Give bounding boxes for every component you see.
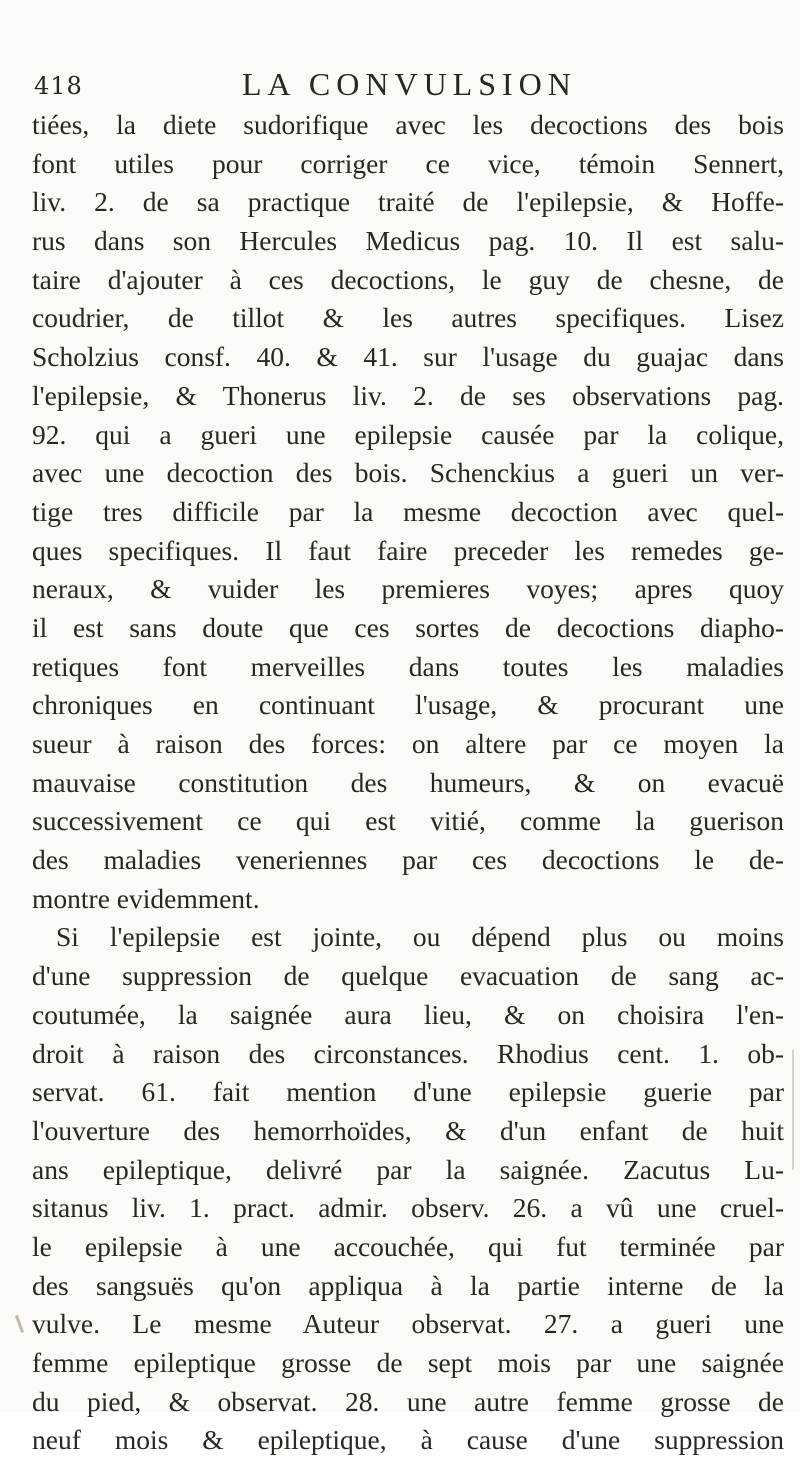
text-line: liv. 2. de sa practique traité de l'epilepsie, & Hoffe- (32, 186, 784, 218)
text-line: du pied, & observat. 28. une autre femme grosse de (32, 1385, 784, 1417)
text-line: vulve. Le mesme Auteur observat. 27. a gueri une (32, 1308, 784, 1340)
text-line: taire d'ajouter à ces decoctions, le guy de chesne, de (32, 263, 784, 295)
text-line: ques specifiques. Il faut faire preceder les remedes ge- (32, 534, 784, 566)
page-number: 418 (34, 72, 83, 100)
text-line: ans epileptique, delivré par la saignée. Zacutus Lu- (32, 1153, 784, 1185)
text-line: tiées, la diete sudorifique avec les decoctions des bois (32, 109, 784, 140)
page-header (32, 64, 752, 104)
text-line: coudrier, de tillot & les autres specifiques. Lisez (32, 302, 784, 334)
text-line: sueur à raison des forces: on altere par ce moyen la (32, 728, 784, 759)
text-line: femme epileptique grosse de sept mois par une saignée (32, 1347, 784, 1378)
text-line: Si l'epilepsie est jointe, ou dépend plus ou moins (56, 921, 784, 953)
text-line: chroniques en continuant l'usage, & procurant une (32, 689, 784, 721)
page-edge-shadow (792, 1050, 794, 1170)
text-line: l'ouverture des hemorrhoïdes, & d'un enfant de huit (32, 1114, 784, 1146)
text-line: sitanus liv. 1. pract. admir. observ. 26. a vû une cruel- (32, 1192, 784, 1224)
text-line: droit à raison des circonstances. Rhodius cent. 1. ob- (32, 1037, 784, 1069)
text-line: font utiles pour corriger ce vice, témoin Sennert, (32, 147, 784, 179)
text-line: le epilepsie à une accouchée, qui fut terminée par (32, 1230, 784, 1262)
text-line: retiques font merveilles dans toutes les maladies (32, 650, 784, 682)
text-line: Scholzius consf. 40. & 41. sur l'usage du guajac dans (32, 341, 784, 373)
text-line: il est sans doute que ces sortes de decoctions diapho- (32, 611, 784, 643)
body-text (32, 106, 792, 1460)
text-line: avec une decoction des bois. Schenckius a gueri un ver- (32, 457, 784, 489)
text-line: neuf mois & epileptique, à cause d'une suppression (32, 1424, 784, 1456)
page-corner-mark (15, 1315, 24, 1333)
text-line: l'epilepsie, & Thonerus liv. 2. de ses observations pag. (32, 379, 784, 411)
text-line: des maladies veneriennes par ces decoctions le de- (32, 844, 784, 876)
text-line: servat. 61. fait mention d'une epilepsie guerie par (32, 1076, 784, 1108)
text-line: d'une suppression de quelque evacuation de sang ac- (32, 960, 784, 992)
text-line: mauvaise constitution des humeurs, & on evacuë (32, 766, 784, 798)
text-line: rus dans son Hercules Medicus pag. 10. Il est salu- (32, 225, 784, 257)
text-line: montre evidemment. (32, 882, 260, 914)
text-line: coutumée, la saignée aura lieu, & on choisira l'en- (32, 998, 784, 1030)
text-line: neraux, & vuider les premieres voyes; apres quoy (32, 573, 784, 605)
text-line: 92. qui a gueri une epilepsie causée par la colique, (32, 418, 784, 450)
text-line: des sangsuës qu'on appliqua à la partie interne de la (32, 1269, 784, 1301)
running-head: LA CONVULSION (242, 66, 577, 102)
text-line: successivement ce qui est vitié, comme la guerison (32, 805, 784, 837)
text-line: tige tres difficile par la mesme decoction avec quel- (32, 495, 784, 527)
